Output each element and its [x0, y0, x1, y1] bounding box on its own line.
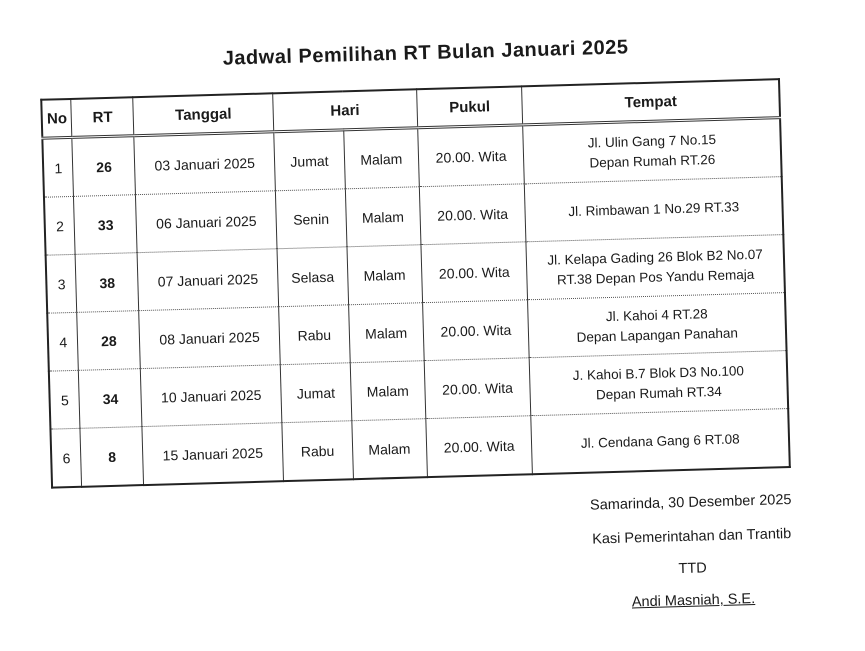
cell-tempat: [531, 409, 790, 475]
cell-rt: 34: [79, 369, 142, 429]
cell-pukul: 20.00. Wita: [421, 242, 528, 303]
tempat-line: Depan Rumah RT.34: [595, 383, 722, 402]
header-tanggal: Tanggal: [133, 93, 274, 135]
cell-waktu: Malam: [350, 361, 425, 421]
signature-ttd: TTD: [678, 560, 707, 578]
cell-hari: Jumat: [274, 130, 346, 191]
cell-tanggal: 03 Januari 2025: [134, 132, 275, 195]
schedule-table: [40, 78, 791, 489]
cell-no: 1: [42, 137, 74, 197]
cell-waktu: Malam: [352, 419, 427, 480]
header-pukul: Pukul: [416, 86, 523, 127]
cell-tanggal: 07 Januari 2025: [137, 249, 278, 311]
tempat-line: Jl. Rimbawan 1 No.29 RT.33: [568, 198, 740, 219]
tempat-line: J. Kahoi B.7 Blok D3 No.100: [572, 362, 745, 383]
cell-no: 3: [46, 254, 78, 313]
header-tempat: Tempat: [522, 79, 780, 125]
tempat-line: Jl. Kahoi 4 RT.28: [605, 305, 708, 324]
signature-position: Kasi Pemerintahan dan Trantib: [591, 526, 792, 548]
cell-no: 4: [47, 312, 79, 371]
cell-pukul: 20.00. Wita: [426, 416, 533, 477]
cell-tempat: [526, 235, 785, 300]
cell-waktu: Malam: [344, 128, 419, 189]
header-rt: RT: [71, 97, 134, 137]
cell-no: 2: [44, 196, 76, 255]
cell-rt: 33: [74, 195, 137, 255]
cell-no: 6: [50, 428, 82, 487]
cell-tanggal: 08 Januari 2025: [139, 307, 280, 369]
cell-tempat: [523, 118, 782, 184]
cell-tanggal: 06 Januari 2025: [136, 191, 277, 253]
tempat-line: Jl. Cendana Gang 6 RT.08: [580, 430, 740, 451]
cell-tanggal: 10 Januari 2025: [141, 365, 282, 427]
cell-hari: Jumat: [280, 363, 351, 423]
cell-tempat: [525, 177, 784, 242]
cell-tempat: [530, 351, 789, 416]
cell-pukul: 20.00. Wita: [422, 300, 529, 361]
tempat-line: Jl. Kelapa Gading 26 Blok B2 No.07: [547, 246, 763, 268]
tempat-line: Depan Lapangan Panahan: [576, 324, 739, 345]
cell-waktu: Malam: [348, 303, 423, 363]
tempat-line: Jl. Ulin Gang 7 No.15: [587, 131, 717, 151]
cell-no: 5: [49, 370, 81, 429]
header-hari: Hari: [273, 89, 418, 131]
cell-pukul: 20.00. Wita: [417, 125, 524, 187]
cell-pukul: 20.00. Wita: [424, 358, 531, 419]
signature-name: Andi Masniah, S.E.: [631, 591, 756, 611]
cell-tanggal: 15 Januari 2025: [142, 423, 283, 485]
header-no: No: [41, 99, 72, 138]
cell-hari: Rabu: [279, 305, 350, 365]
cell-pukul: 20.00. Wita: [419, 184, 526, 245]
cell-rt: 26: [72, 136, 135, 197]
signature-place-date: Samarinda, 30 Desember 2025: [589, 491, 792, 514]
cell-waktu: Malam: [347, 245, 422, 305]
cell-hari: Selasa: [277, 247, 348, 307]
cell-hari: Rabu: [282, 421, 354, 481]
cell-tempat: [528, 293, 787, 358]
cell-rt: 8: [80, 427, 143, 487]
cell-rt: 28: [77, 311, 140, 371]
cell-rt: 38: [76, 253, 139, 313]
tempat-line: RT.38 Depan Pos Yandu Remaja: [556, 266, 755, 287]
cell-hari: Senin: [275, 189, 346, 249]
document-title: Jadwal Pemilihan RT Bulan Januari 2025: [222, 36, 629, 70]
tempat-line: Depan Rumah RT.26: [589, 151, 716, 170]
cell-waktu: Malam: [345, 187, 420, 247]
